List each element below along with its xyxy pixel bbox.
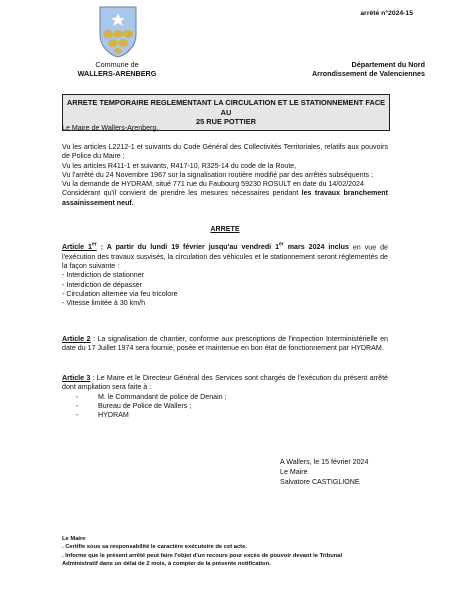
considerations-block [62,143,388,208]
considerant [62,189,388,208]
article-1 [62,241,388,308]
footer-title: Le Maire [62,536,86,542]
commune-crest-logo [98,5,138,59]
preamble [62,124,388,133]
commune-label: Commune de [95,60,139,69]
signatory-role: Le Maire [280,468,308,477]
footer-line-1: . Certifie sous sa responsabilité le caractère exécutoire de cet acte. [62,544,247,551]
department-header [255,60,425,78]
article-3-label: Article 3 [62,374,91,382]
arrete-heading: ARRETE [210,225,240,233]
article-2-text: : La signalisation de chantier, conforme aux prescriptions de l'inspection Interministérielle en date du 17 Juillet 1974 sera fournie, posée et maintenue en bon état de fonctionnement par HYDRAM. [62,335,389,353]
article-1-colon: : [96,243,104,252]
article-1-dates: A partir du lundi 19 février jusqu'au vendredi 1er mars 2024 inclus [103,242,349,252]
consideration-3: Vu l'arrêté du 24 Novembre 1967 sur la signalisation routière modifié par des arrêtés subséquents ; [62,170,374,179]
decree-title-line-1: ARRETE TEMPORAIRE REGLEMENTANT LA CIRCULATION ET LE STATIONNEMENT FACE AU [66,98,386,117]
list-item: - Bureau de Police de Wallers ; [76,401,192,410]
list-item: - Interdiction de dépasser [62,281,388,290]
article-1-measures [62,271,388,308]
list-item: - Vitesse limitée à 30 km/h [62,299,388,308]
article-2-label: Article 2 [62,335,91,343]
consideration-4: Vu la demande de HYDRAM, situé 771 rue du Faubourg 59230 ROSULT en date du 14/02/2024 [62,180,364,189]
signatory-name: Salvatore CASTIGLIONE [280,478,360,487]
article-1-label: Article 1er [62,242,97,252]
commune-name: WALLERS-ARENBERG [77,69,157,79]
footer-line-2: . Informe que le présent arrêté peut faire l'objet d'un recours pour excès de pouvoir devant le Tribunal [62,552,343,559]
list-item: - Interdiction de stationner [62,271,388,280]
ampliation-list [62,393,388,421]
signature-block [280,457,368,488]
list-item: - M. le Commandant de police de Denain ; [76,392,227,401]
article-1-text: en vue de l'exécution des travaux susvisés, la circulation des véhicules et le stationnement seront réglementés de la façon suivante : [62,243,388,270]
consideration-2: Vu les articles R411-1 et suivants, R417-10, R325-14 du code de la Route, [62,161,297,170]
list-item: - Circulation alternée via feu tricolore [62,290,388,299]
place-date: A Wallers, le 15 février 2024 [280,458,369,466]
coat-of-arms-icon [98,5,138,59]
considerant-works: les travaux branchement assainissement neuf. [62,189,388,207]
footer-certification [62,535,402,568]
mayor-intro: Le Maire de Wallers-Arenberg, [62,124,159,132]
commune-header [62,60,172,78]
decree-title-line-2: 25 RUE POTTIER [196,117,256,127]
article-2 [62,335,388,354]
arrondissement-name: Arrondissement de Valenciennes [311,69,425,79]
considerant-text: Considérant qu'il convient de prendre les mesures nécessaires pendant [62,189,302,198]
article-3 [62,374,388,420]
decree-reference: arrêté n°2024-15 [360,10,413,17]
consideration-1: Vu les articles L2212-1 et suivants du Code Général des Collectivités Territoriales, relatifs aux pouvoirs de Police du Maire ; [62,143,388,161]
footer-line-3: Administratif dans un délai de 2 mois, à compter de la présente notification. [62,560,271,567]
article-3-text: : Le Maire et le Directeur Général des Services sont chargés de l'exécution du présent arrêté dont ampliation sera faite à : [62,374,388,392]
department-name: Département du Nord [351,60,425,69]
list-item: - HYDRAM [76,411,129,420]
